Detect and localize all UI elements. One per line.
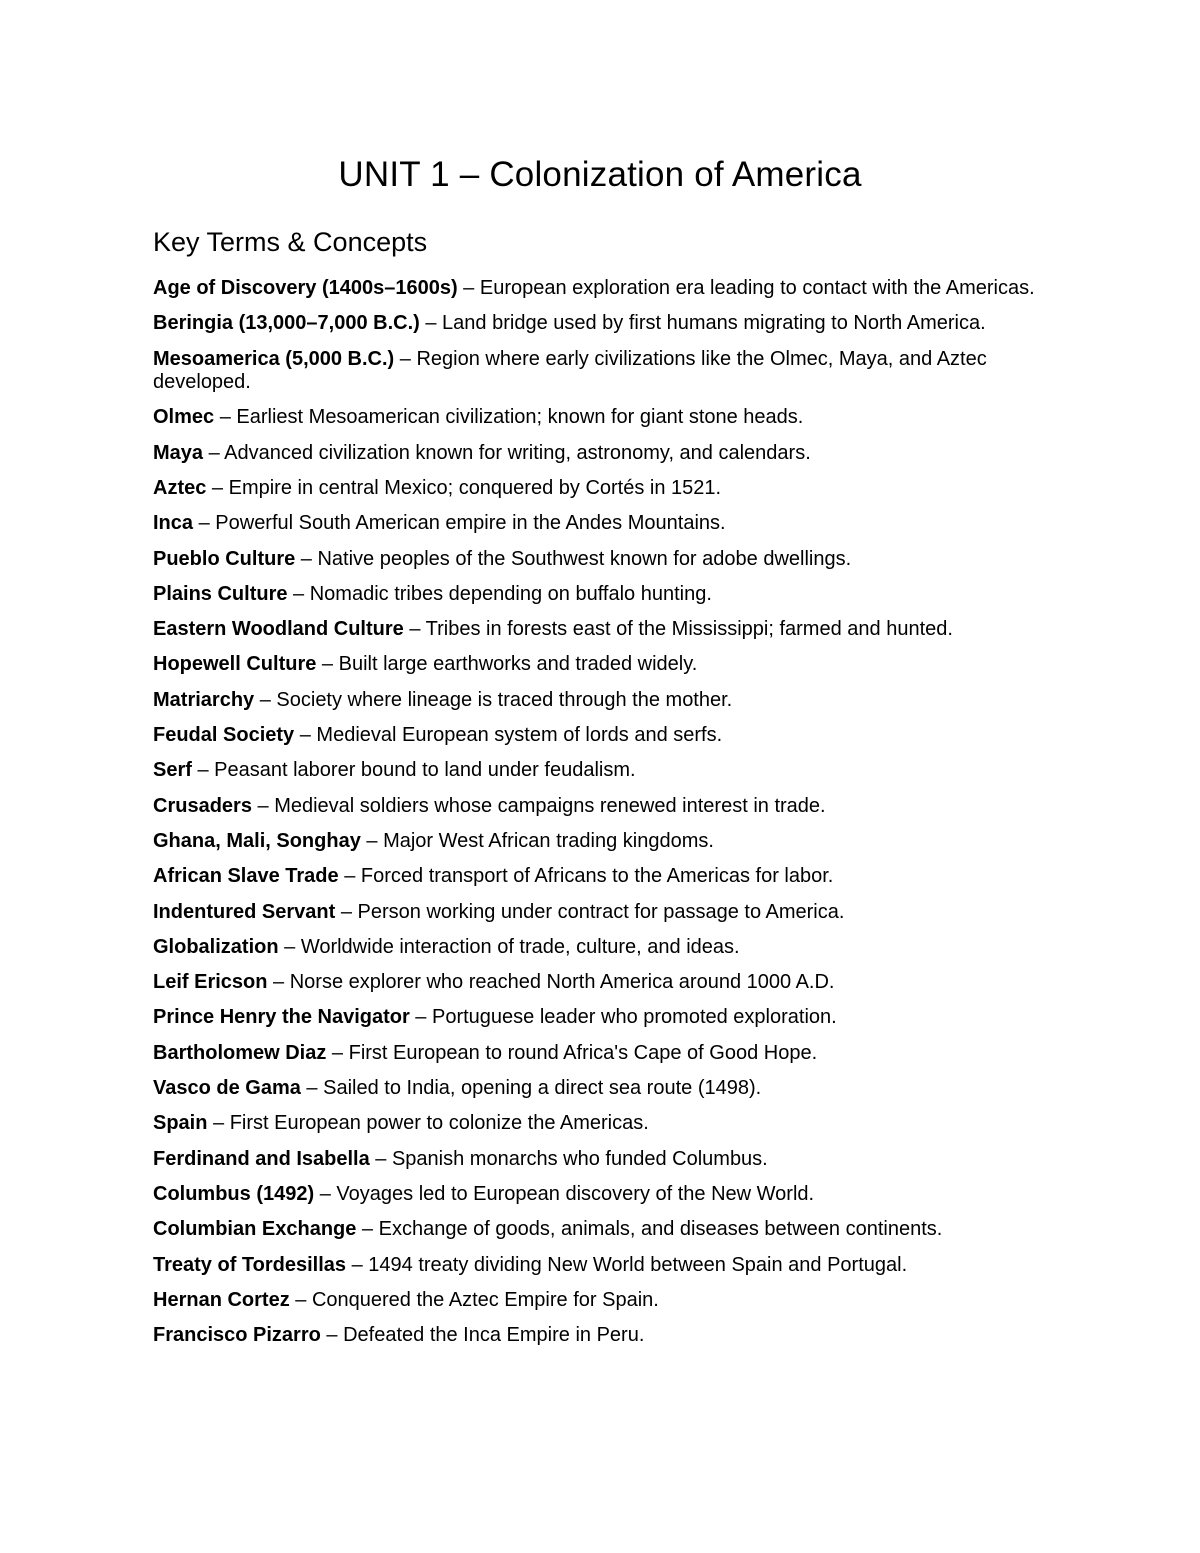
term-separator: – xyxy=(409,1006,432,1029)
term-name: Ghana, Mali, Songhay xyxy=(153,829,361,852)
term-definition: Person working under contract for passage to America. xyxy=(357,900,845,923)
term-name: Leif Ericson xyxy=(153,971,268,994)
term-name: Vasco de Gama xyxy=(153,1077,301,1100)
term-entry xyxy=(153,1183,1043,1207)
term-name: Indentured Servant xyxy=(153,900,336,923)
term-name: Spain xyxy=(153,1112,208,1135)
term-separator: – xyxy=(403,618,426,641)
term-separator: – xyxy=(338,865,361,888)
term-entry xyxy=(153,830,1043,854)
term-separator: – xyxy=(191,759,215,782)
term-entry xyxy=(153,583,1043,607)
term-definition: European exploration era leading to contact with the Americas. xyxy=(479,277,1035,299)
term-entry xyxy=(153,548,1043,572)
term-separator: – xyxy=(295,547,318,570)
term-name: Columbian Exchange xyxy=(153,1218,357,1241)
term-definition: Peasant laborer bound to land under feudalism. xyxy=(214,759,636,782)
term-name: Mesoamerica (5,000 B.C.) xyxy=(153,347,395,370)
term-name: Ferdinand and Isabella xyxy=(153,1147,370,1170)
term-entry xyxy=(153,477,1043,501)
term-name: Francisco Pizarro xyxy=(153,1324,321,1347)
term-entry xyxy=(153,1077,1043,1101)
term-entry xyxy=(153,1254,1043,1278)
term-entry xyxy=(153,724,1043,748)
term-separator: – xyxy=(326,1041,349,1064)
term-definition: Worldwide interaction of trade, culture, and ideas. xyxy=(300,935,740,958)
term-entry xyxy=(153,1289,1043,1313)
term-entry xyxy=(153,971,1043,995)
term-entry xyxy=(153,1218,1043,1242)
term-definition: Portuguese leader who promoted exploration. xyxy=(432,1006,837,1029)
term-entry xyxy=(153,795,1043,819)
term-separator: – xyxy=(335,900,358,923)
term-entry xyxy=(153,348,1043,395)
term-name: Hernan Cortez xyxy=(153,1288,290,1311)
term-name: Maya xyxy=(153,441,204,464)
term-name: Aztec xyxy=(153,476,207,499)
term-separator: – xyxy=(289,1288,312,1311)
term-entry xyxy=(153,406,1043,430)
term-definition: Nomadic tribes depending on buffalo hunting. xyxy=(309,582,712,605)
term-definition: Powerful South American empire in the Andes Mountains. xyxy=(215,512,726,535)
term-name: Beringia (13,000–7,000 B.C.) xyxy=(153,312,420,335)
term-definition: Medieval European system of lords and serfs. xyxy=(316,724,723,747)
term-name: Feudal Society xyxy=(153,724,295,747)
term-separator: – xyxy=(267,971,290,994)
term-separator: – xyxy=(314,1182,337,1205)
term-separator: – xyxy=(419,312,443,335)
term-separator: – xyxy=(369,1147,392,1170)
term-name: Inca xyxy=(153,512,194,535)
term-separator: – xyxy=(214,406,237,429)
term-definition: Native peoples of the Southwest known for adobe dwellings. xyxy=(317,547,852,570)
term-entry xyxy=(153,442,1043,466)
term-definition: Forced transport of Africans to the Americas for labor. xyxy=(360,865,834,888)
term-entry xyxy=(153,312,1043,336)
term-entry xyxy=(153,512,1043,536)
term-separator: – xyxy=(193,512,216,535)
term-definition: Voyages led to European discovery of the New World. xyxy=(336,1182,815,1205)
term-separator: – xyxy=(394,347,417,370)
term-definition: First European to round Africa's Cape of Good Hope. xyxy=(348,1041,818,1064)
term-name: Bartholomew Diaz xyxy=(153,1041,327,1064)
term-separator: – xyxy=(203,441,225,464)
term-name: Eastern Woodland Culture xyxy=(153,618,404,641)
term-name: Columbus (1492) xyxy=(153,1182,315,1205)
term-definition: Built large earthworks and traded widely. xyxy=(338,653,698,676)
term-entry xyxy=(153,653,1043,677)
term-name: Plains Culture xyxy=(153,582,288,605)
term-separator: – xyxy=(316,653,339,676)
term-entry xyxy=(153,1324,1043,1348)
term-definition: Society where lineage is traced through the mother. xyxy=(276,688,733,711)
key-terms-list xyxy=(153,277,1043,1359)
term-entry xyxy=(153,689,1043,713)
term-entry xyxy=(153,1006,1043,1030)
term-name: Olmec xyxy=(153,406,215,429)
term-separator: – xyxy=(294,724,317,747)
term-entry xyxy=(153,759,1043,783)
term-separator: – xyxy=(360,829,384,852)
term-entry xyxy=(153,277,1043,301)
term-definition: First European power to colonize the Americas. xyxy=(229,1112,649,1135)
term-definition: Tribes in forests east of the Mississippi; farmed and hunted. xyxy=(425,618,953,641)
term-entry xyxy=(153,618,1043,642)
term-name: Hopewell Culture xyxy=(153,653,317,676)
term-definition: Exchange of goods, animals, and diseases between continents. xyxy=(378,1218,943,1241)
term-entry xyxy=(153,1042,1043,1066)
term-name: Crusaders xyxy=(153,794,252,817)
term-entry xyxy=(153,936,1043,960)
term-entry xyxy=(153,901,1043,925)
term-definition: Spanish monarchs who funded Columbus. xyxy=(391,1147,768,1170)
term-separator: – xyxy=(320,1324,344,1347)
term-separator: – xyxy=(206,476,229,499)
term-separator: – xyxy=(207,1112,230,1135)
term-name: Serf xyxy=(153,759,192,782)
term-name: Pueblo Culture xyxy=(153,547,296,570)
term-definition: Region where early civilizations like the Olmec, Maya, and Aztec developed. xyxy=(153,347,987,394)
term-separator: – xyxy=(287,582,310,605)
term-name: Age of Discovery (1400s–1600s) xyxy=(153,277,458,299)
term-separator: – xyxy=(300,1077,324,1100)
term-definition: Advanced civilization known for writing, astronomy, and calendars. xyxy=(224,441,811,464)
term-separator: – xyxy=(356,1218,379,1241)
page-title: UNIT 1 – Colonization of America xyxy=(338,155,862,194)
term-entry xyxy=(153,1148,1043,1172)
term-definition: Sailed to India, opening a direct sea route (1498). xyxy=(323,1077,762,1100)
term-definition: Empire in central Mexico; conquered by Cortés in 1521. xyxy=(228,476,722,499)
term-name: Matriarchy xyxy=(153,688,255,711)
term-definition: Major West African trading kingdoms. xyxy=(383,829,714,852)
term-separator: – xyxy=(346,1253,369,1276)
term-definition: Earliest Mesoamerican civilization; known for giant stone heads. xyxy=(236,406,804,429)
term-name: Prince Henry the Navigator xyxy=(153,1006,410,1029)
term-definition: Land bridge used by first humans migrating to North America. xyxy=(442,312,986,335)
term-definition: Norse explorer who reached North America around 1000 A.D. xyxy=(289,971,835,994)
term-name: African Slave Trade xyxy=(153,865,339,888)
term-separator: – xyxy=(457,277,480,299)
term-definition: Conquered the Aztec Empire for Spain. xyxy=(311,1288,659,1311)
term-definition: Medieval soldiers whose campaigns renewed interest in trade. xyxy=(274,794,826,817)
term-entry xyxy=(153,865,1043,889)
term-entry xyxy=(153,1112,1043,1136)
term-name: Globalization xyxy=(153,935,279,958)
term-name: Treaty of Tordesillas xyxy=(153,1253,347,1276)
term-separator: – xyxy=(278,935,301,958)
term-definition: 1494 treaty dividing New World between Spain and Portugal. xyxy=(368,1253,908,1276)
term-separator: – xyxy=(254,688,277,711)
term-definition: Defeated the Inca Empire in Peru. xyxy=(343,1324,645,1347)
term-separator: – xyxy=(251,794,275,817)
section-heading: Key Terms & Concepts xyxy=(153,227,428,257)
